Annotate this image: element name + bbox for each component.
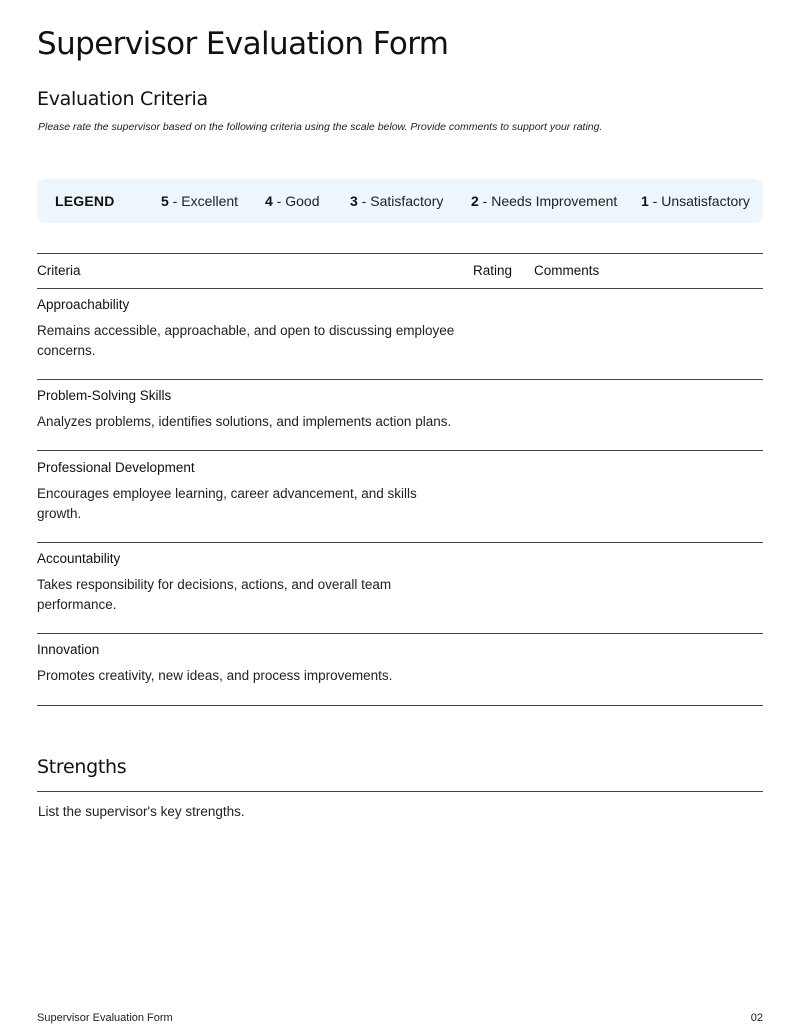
legend-item-2	[471, 193, 617, 209]
criteria-description: Encourages employee learning, career advancement, and skills growth.	[37, 486, 417, 521]
criteria-title: Problem-Solving Skills	[37, 388, 172, 403]
criteria-description: Remains accessible, approachable, and open to discussing employee concerns.	[37, 323, 455, 358]
legend-item-3	[350, 193, 443, 209]
table-header-rule	[37, 288, 763, 289]
criteria-title: Accountability	[37, 551, 121, 566]
column-header-criteria: Criteria	[37, 263, 81, 278]
legend-item-3-text: - Satisfactory	[357, 193, 444, 209]
criteria-description: Takes responsibility for decisions, actions, and overall team performance.	[37, 577, 392, 612]
row-divider	[37, 450, 763, 451]
legend-item-2-number: 2	[471, 193, 479, 209]
strengths-rule	[37, 791, 763, 792]
criteria-description: Promotes creativity, new ideas, and process improvements.	[37, 668, 393, 683]
rating-legend	[37, 179, 763, 223]
legend-item-1-number: 1	[641, 193, 649, 209]
page-number: 02	[750, 1012, 763, 1024]
legend-item-5-number: 5	[161, 193, 169, 209]
legend-item-3-number: 3	[350, 193, 358, 209]
legend-label: LEGEND	[55, 193, 115, 209]
row-divider	[37, 542, 763, 543]
footer-title: Supervisor Evaluation Form	[37, 1012, 173, 1024]
legend-item-5	[161, 193, 238, 209]
legend-item-4-text: - Good	[272, 193, 320, 209]
page-title: Supervisor Evaluation Form	[37, 26, 449, 62]
column-header-comments: Comments	[534, 263, 600, 278]
legend-item-4	[265, 193, 320, 209]
row-divider	[37, 633, 763, 634]
legend-item-5-text: - Excellent	[168, 193, 239, 209]
criteria-description: Analyzes problems, identifies solutions, and implements action plans.	[37, 414, 452, 429]
criteria-title: Professional Development	[37, 460, 195, 475]
evaluation-criteria-heading: Evaluation Criteria	[37, 88, 208, 110]
legend-item-1-text: - Unsatisfactory	[648, 193, 750, 209]
criteria-title: Approachability	[37, 297, 130, 312]
criteria-title: Innovation	[37, 642, 100, 657]
evaluation-instructions: Please rate the supervisor based on the following criteria using the scale below. Provide comments to support your rating.	[38, 121, 603, 133]
legend-item-2-text: - Needs Improvement	[478, 193, 618, 209]
column-header-rating: Rating	[473, 263, 513, 278]
row-divider	[37, 379, 763, 380]
legend-item-4-number: 4	[265, 193, 273, 209]
strengths-heading: Strengths	[37, 756, 127, 778]
strengths-prompt: List the supervisor's key strengths.	[38, 804, 245, 819]
legend-item-1	[641, 193, 750, 209]
table-bottom-rule	[37, 705, 763, 706]
table-top-rule	[37, 253, 763, 254]
